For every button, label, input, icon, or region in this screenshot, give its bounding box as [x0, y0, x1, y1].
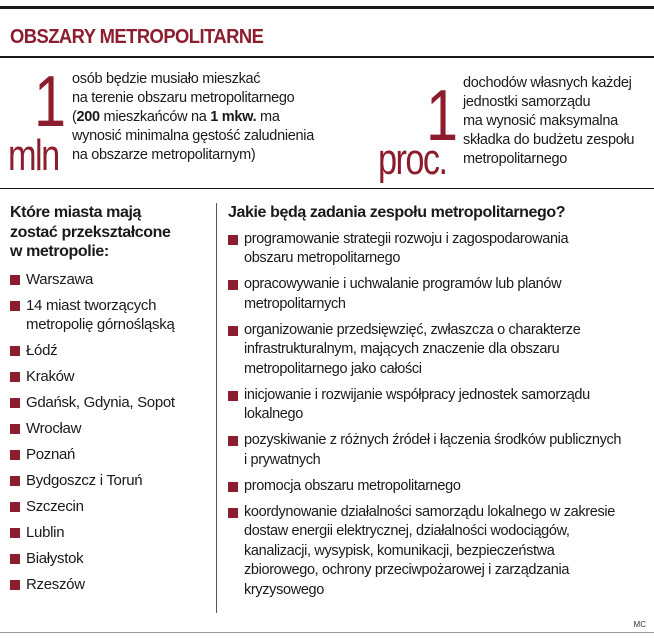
- stat-population-number: 1: [34, 62, 65, 142]
- city-item: [10, 445, 210, 465]
- task-item: [228, 386, 652, 425]
- title-rule: [0, 56, 654, 58]
- task-item: [228, 503, 652, 601]
- city-item: [10, 367, 210, 387]
- page-title: OBSZARY METROPOLITARNE: [10, 26, 264, 48]
- square-bullet-icon: [10, 346, 20, 356]
- square-bullet-icon: [228, 326, 238, 336]
- task-item-line: kryzysowego: [244, 581, 324, 598]
- task-item-line: lokalnego: [244, 406, 303, 422]
- city-item: [10, 341, 210, 361]
- bottom-rule: [0, 632, 654, 633]
- square-bullet-icon: [10, 424, 20, 434]
- tasks-heading: Jakie będą zadania zespołu metropolitarnego?: [228, 204, 566, 221]
- section-divider: [0, 188, 654, 189]
- task-item-line: metropolitarnego jako całości: [244, 360, 422, 377]
- square-bullet-icon: [228, 235, 238, 245]
- task-item-line: inicjowanie i rozwijanie współpracy jednostek samorządu: [244, 386, 590, 403]
- stat-contribution-line: metropolitarnego: [463, 151, 568, 167]
- city-item-line: Warszawa: [26, 270, 94, 288]
- task-item-line: koordynowanie działalności samorządu lokalnego w zakresie: [244, 503, 615, 520]
- stat-population-line: na obszarze metropolitarnym): [72, 147, 256, 163]
- city-item-line: Poznań: [26, 446, 76, 463]
- city-item: [10, 471, 210, 491]
- city-item-line: Rzeszów: [26, 576, 85, 593]
- square-bullet-icon: [10, 450, 20, 460]
- city-item-line: metropolię górnośląską: [26, 316, 175, 333]
- city-item-line: Lublin: [26, 524, 65, 541]
- task-item-line: kanalizacji, wysypisk, komunikacji, bezpieczeństwa: [244, 542, 555, 559]
- tasks-section: [228, 203, 652, 607]
- city-item: [10, 270, 210, 290]
- task-item-line: organizowanie przedsięwzięć, zwłaszcza o charakterze: [244, 321, 581, 338]
- city-item-line: Łódź: [26, 342, 58, 359]
- square-bullet-icon: [10, 372, 20, 382]
- square-bullet-icon: [10, 275, 20, 285]
- tasks-list: [228, 230, 652, 601]
- task-item-line: dostaw energii elektrycznej, działalności wodociągów,: [244, 523, 570, 539]
- stat-population-text: [72, 70, 314, 165]
- task-item-line: promocja obszaru metropolitarnego: [244, 477, 461, 494]
- city-item-line: 14 miast tworzących: [26, 296, 157, 314]
- city-item-line: Bydgoszcz i Toruń: [26, 472, 143, 489]
- city-item-line: Białystok: [26, 550, 84, 567]
- stat-population-line: wynosić minimalna gęstość zaludnienia: [72, 128, 314, 144]
- city-item-line: Szczecin: [26, 498, 84, 515]
- square-bullet-icon: [228, 436, 238, 446]
- stat-contribution-line: składka do budżetu zespołu: [463, 132, 635, 148]
- stat-contribution-line: jednostki samorządu: [463, 94, 591, 110]
- task-item: [228, 230, 652, 269]
- city-item: [10, 549, 210, 569]
- cities-section: [10, 203, 210, 601]
- task-item-line: obszaru metropolitarnego: [244, 250, 401, 266]
- author-credit: MC: [633, 620, 646, 629]
- task-item-line: metropolitarnych: [244, 295, 346, 312]
- stat-population-line: na terenie obszaru metropolitarnego: [72, 90, 295, 106]
- task-item-line: zbiorowego, ochrony przeciwpożarowej i zarządzania: [244, 562, 570, 578]
- task-item: [228, 275, 652, 314]
- square-bullet-icon: [10, 580, 20, 590]
- task-item-line: infrastrukturalnym, mających znaczenie dla obszaru: [244, 341, 560, 357]
- square-bullet-icon: [228, 280, 238, 290]
- city-item: [10, 419, 210, 439]
- task-item: [228, 431, 652, 470]
- city-item-line: Gdańsk, Gdynia, Sopot: [26, 394, 175, 411]
- city-item-line: Wrocław: [26, 420, 82, 437]
- square-bullet-icon: [228, 508, 238, 518]
- square-bullet-icon: [228, 482, 238, 492]
- stat-population-line: osób będzie musiało mieszkać: [72, 71, 261, 87]
- stat-population-line: (200 mieszkańców na 1 mkw. ma: [72, 109, 280, 125]
- task-item: [228, 321, 652, 380]
- square-bullet-icon: [10, 398, 20, 408]
- square-bullet-icon: [228, 391, 238, 401]
- stat-contribution-unit: proc.: [378, 135, 447, 184]
- task-item-line: opracowywanie i uchwalanie programów lub planów: [244, 276, 562, 292]
- square-bullet-icon: [10, 301, 20, 311]
- city-item: [10, 296, 210, 335]
- square-bullet-icon: [10, 476, 20, 486]
- task-item-line: pozyskiwanie z różnych źródeł i łączenia środków publicznych: [244, 432, 622, 448]
- city-item-line: Kraków: [26, 368, 75, 385]
- cities-list: [10, 270, 210, 595]
- task-item: [228, 477, 652, 497]
- stat-contribution-line: ma wynosić maksymalna: [463, 113, 618, 129]
- square-bullet-icon: [10, 502, 20, 512]
- cities-heading: Które miasta mają zostać przekształcone w metropolie:: [10, 204, 171, 260]
- square-bullet-icon: [10, 528, 20, 538]
- stat-contribution-number: 1: [426, 76, 457, 156]
- square-bullet-icon: [10, 554, 20, 564]
- city-item: [10, 497, 210, 517]
- city-item: [10, 575, 210, 595]
- city-item: [10, 393, 210, 413]
- top-rule: [0, 6, 654, 9]
- task-item-line: i prywatnych: [244, 451, 321, 468]
- column-divider: [216, 203, 217, 613]
- city-item: [10, 523, 210, 543]
- task-item-line: programowanie strategii rozwoju i zagospodarowania: [244, 230, 569, 247]
- stat-contribution-text: [463, 74, 634, 169]
- stat-contribution-line: dochodów własnych każdej: [463, 75, 632, 91]
- stat-population-unit: mln: [8, 131, 59, 180]
